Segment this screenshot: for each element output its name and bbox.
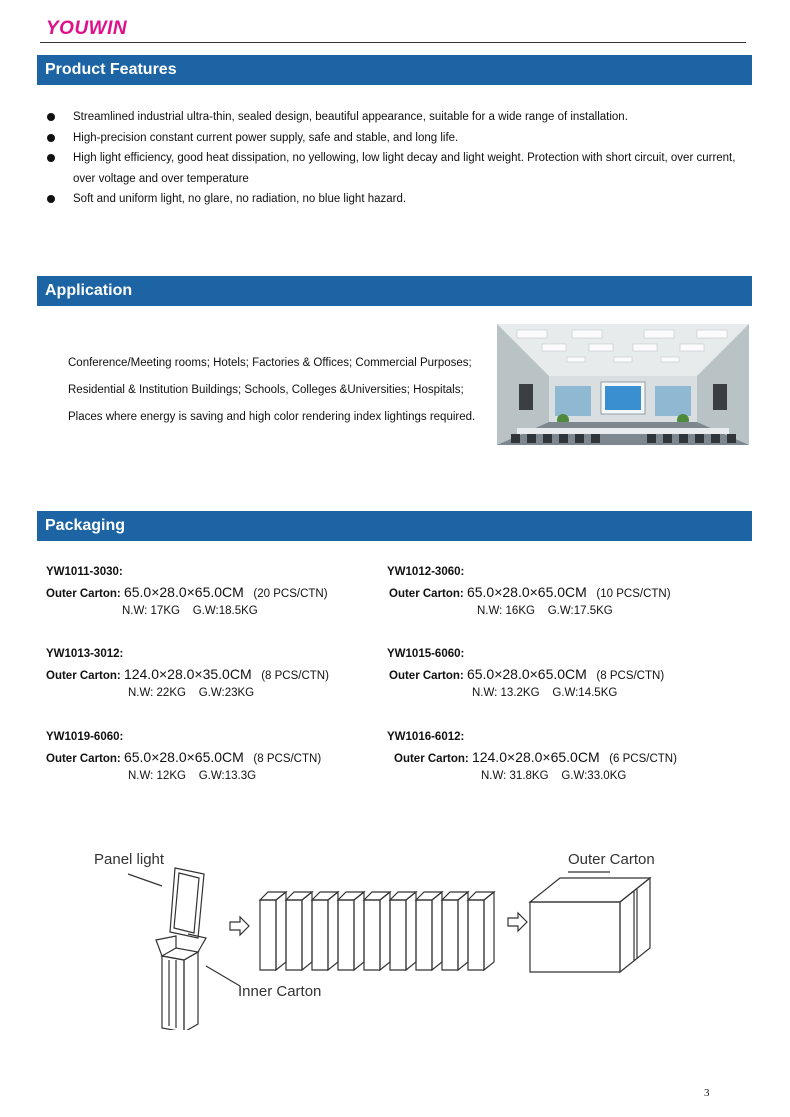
- model-number: YW1012-3060:: [387, 566, 465, 578]
- outer-carton-label: Outer Carton:: [46, 753, 121, 765]
- inner-carton-pointer: [206, 966, 240, 986]
- gross-weight: G.W:17.5KG: [547, 605, 613, 617]
- outer-carton-label: Outer Carton:: [389, 670, 464, 682]
- feature-text: Streamlined industrial ultra-thin, sealed design, beautiful appearance, suitable for a wide range of installation.: [73, 111, 628, 123]
- net-weight: N.W: 12KG: [128, 770, 186, 782]
- application-line: Residential & Institution Buildings; Schools, Colleges &Universities; Hospitals;: [68, 384, 464, 396]
- outer-carton-shape: [530, 872, 650, 972]
- features-section-title: Product Features: [37, 55, 752, 85]
- outer-carton-label: Outer Carton:: [46, 588, 121, 600]
- carton-dimensions: 65.0×28.0×65.0CM: [123, 584, 244, 600]
- gross-weight: G.W:14.5KG: [552, 687, 618, 699]
- pcs-per-carton: (6 PCS/CTN): [609, 753, 677, 765]
- pcs-per-carton: (10 PCS/CTN): [596, 588, 671, 600]
- carton-dimensions: 124.0×28.0×65.0CM: [471, 749, 600, 765]
- weight-line: [477, 605, 613, 617]
- weight-line: [128, 687, 254, 699]
- outer-carton-line: [389, 584, 671, 600]
- weight-line: [472, 687, 617, 699]
- bullet-icon: [47, 134, 55, 142]
- bullet-icon: [47, 154, 55, 162]
- weight-line: [481, 770, 626, 782]
- page-number: 3: [704, 1087, 710, 1099]
- carton-dimensions: 65.0×28.0×65.0CM: [466, 666, 587, 682]
- gross-weight: G.W:23KG: [198, 687, 255, 699]
- net-weight: N.W: 16KG: [477, 605, 535, 617]
- bullet-icon: [47, 113, 55, 121]
- gross-weight: G.W:13.3G: [198, 770, 257, 782]
- feature-item: [46, 107, 736, 128]
- outer-carton-line: [46, 584, 328, 600]
- outer-carton-line: [389, 666, 664, 682]
- feature-text: High light efficiency, good heat dissipation, no yellowing, low light decay and light weight. Protection with short circuit, over current, over voltage and over temperature: [73, 152, 736, 185]
- pcs-per-carton: (8 PCS/CTN): [253, 753, 322, 765]
- net-weight: N.W: 17KG: [122, 605, 180, 617]
- carton-dimensions: 124.0×28.0×35.0CM: [123, 666, 252, 682]
- outer-carton-label: Outer Carton:: [394, 753, 469, 765]
- feature-item: [46, 189, 736, 210]
- features-list: [46, 107, 736, 210]
- application-line: Conference/Meeting rooms; Hotels; Factories & Offices; Commercial Purposes;: [68, 357, 472, 369]
- net-weight: N.W: 22KG: [128, 687, 186, 699]
- feature-text: Soft and uniform light, no glare, no radiation, no blue light hazard.: [73, 193, 407, 205]
- pcs-per-carton: (8 PCS/CTN): [261, 670, 329, 682]
- header-divider: [40, 42, 746, 43]
- inner-cartons-row: [260, 892, 494, 970]
- feature-item: [46, 128, 736, 149]
- carton-dimensions: 65.0×28.0×65.0CM: [123, 749, 244, 765]
- arrow-icon: [230, 917, 249, 935]
- application-section-title: Application: [37, 276, 752, 306]
- application-text: [68, 350, 498, 431]
- model-number: YW1011-3030:: [46, 566, 123, 578]
- arrow-icon: [508, 913, 527, 931]
- inner-carton-label: Inner Carton: [238, 983, 322, 1000]
- panel-light-label: Panel light: [94, 851, 165, 868]
- weight-line: [122, 605, 258, 617]
- inner-carton-shape: [156, 934, 206, 1030]
- conference-room-image: [497, 324, 749, 445]
- net-weight: N.W: 31.8KG: [481, 770, 549, 782]
- pcs-per-carton: (8 PCS/CTN): [596, 670, 665, 682]
- weight-line: [128, 770, 256, 782]
- application-line: Places where energy is saving and high color rendering index lightings required.: [68, 411, 476, 423]
- net-weight: N.W: 13.2KG: [472, 687, 540, 699]
- packaging-diagram: [80, 840, 680, 1030]
- model-number: YW1015-6060:: [387, 648, 465, 660]
- pcs-per-carton: (20 PCS/CTN): [253, 588, 328, 600]
- outer-carton-line: [46, 749, 321, 765]
- outer-carton-line: [46, 666, 329, 682]
- bullet-icon: [47, 195, 55, 203]
- outer-carton-label: Outer Carton:: [389, 588, 464, 600]
- carton-dimensions: 65.0×28.0×65.0CM: [466, 584, 587, 600]
- feature-item: [46, 148, 736, 189]
- model-number: YW1019-6060:: [46, 731, 124, 743]
- outer-carton-diagram-label: Outer Carton: [568, 851, 655, 868]
- brand-logo: YOUWIN: [46, 18, 128, 39]
- model-number: YW1016-6012:: [387, 731, 465, 743]
- packaging-section-title: Packaging: [37, 511, 752, 541]
- outer-carton-line: [394, 749, 677, 765]
- gross-weight: G.W:18.5KG: [192, 605, 258, 617]
- panel-light-pointer: [128, 874, 162, 886]
- model-number: YW1013-3012:: [46, 648, 124, 660]
- feature-text: High-precision constant current power supply, safe and stable, and long life.: [73, 131, 459, 144]
- outer-carton-label: Outer Carton:: [46, 670, 121, 682]
- gross-weight: G.W:33.0KG: [561, 770, 627, 782]
